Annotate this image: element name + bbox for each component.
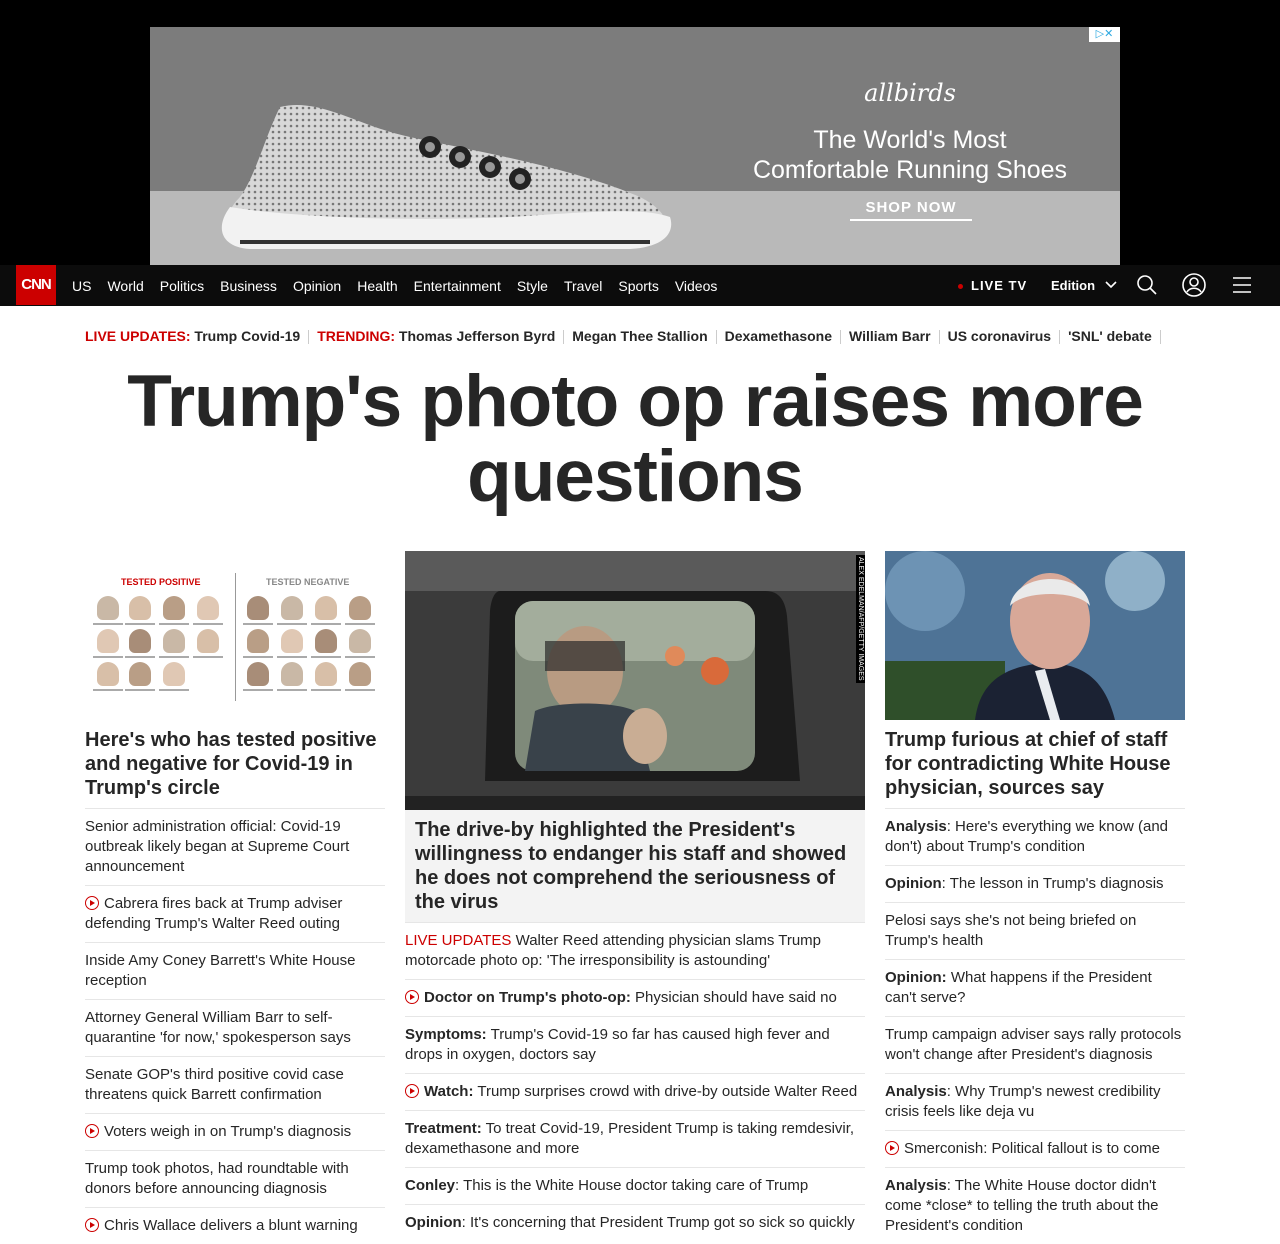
- story-title[interactable]: The drive-by highlighted the President's willingness to endanger his staff and showed he does not comprehend the seriousness of the virus: [405, 810, 865, 922]
- face-thumbnail: [97, 629, 119, 653]
- list-item[interactable]: [885, 808, 1185, 865]
- list-item-prefix: Analysis: [885, 818, 947, 835]
- motorcade-photo[interactable]: [405, 551, 865, 810]
- chevron-down-icon: [1105, 281, 1117, 289]
- list-item[interactable]: [85, 1113, 385, 1150]
- list-item-prefix: Analysis: [885, 1083, 947, 1100]
- left-column: [85, 551, 385, 1244]
- trending-bar: [85, 328, 1205, 344]
- list-item-text: Senate GOP's third positive covid case threatens quick Barrett confirmation: [85, 1066, 344, 1103]
- list-item[interactable]: [85, 808, 385, 885]
- image-divider: [235, 573, 236, 701]
- chief-of-staff-photo[interactable]: [885, 551, 1185, 720]
- trending-item[interactable]: US coronavirus: [947, 328, 1052, 344]
- face-thumbnail: [247, 662, 269, 686]
- separator: [840, 330, 841, 344]
- tested-negative-label: TESTED NEGATIVE: [266, 577, 350, 587]
- separator: [1059, 330, 1060, 344]
- face-thumbnail: [97, 662, 119, 686]
- list-item-text: Senior administration official: Covid-19 outbreak likely began at Supreme Court announcement: [85, 818, 350, 875]
- play-icon: [85, 1218, 99, 1232]
- separator: [563, 330, 564, 344]
- list-item[interactable]: [85, 942, 385, 999]
- list-item[interactable]: [885, 902, 1185, 959]
- list-item[interactable]: [85, 885, 385, 942]
- top-nav: [0, 265, 1280, 306]
- face-caption-line: [243, 623, 273, 625]
- face-thumbnail: [129, 629, 151, 653]
- trending-item[interactable]: 'SNL' debate: [1068, 328, 1152, 344]
- face-thumbnail: [315, 629, 337, 653]
- nav-links: [72, 265, 733, 306]
- list-item-prefix: Watch:: [424, 1083, 474, 1100]
- face-thumbnail: [349, 629, 371, 653]
- list-item[interactable]: [405, 1016, 865, 1073]
- nav-link-travel[interactable]: Travel: [563, 277, 603, 294]
- allbirds-ad[interactable]: [150, 27, 1120, 265]
- face-thumbnail: [97, 596, 119, 620]
- list-item[interactable]: [405, 1204, 865, 1241]
- story-title[interactable]: Trump furious at chief of staff for contradicting White House physician, sources say: [885, 729, 1171, 799]
- list-item[interactable]: [85, 1056, 385, 1113]
- cnn-logo[interactable]: CNN: [16, 265, 56, 305]
- trending-live-item[interactable]: Trump Covid-19: [194, 328, 301, 344]
- trending-item[interactable]: William Barr: [849, 328, 931, 344]
- face-thumbnail: [349, 596, 371, 620]
- list-item-text: To treat Covid-19, President Trump is taking remdesivir, dexamethasone and more: [405, 1120, 855, 1157]
- list-item-text: Trump took photos, had roundtable with donors before announcing diagnosis: [85, 1160, 349, 1197]
- face-caption-line: [277, 689, 307, 691]
- live-dot-icon: [958, 284, 963, 289]
- list-item-text: Inside Amy Coney Barrett's White House reception: [85, 952, 356, 989]
- face-thumbnail: [129, 662, 151, 686]
- list-item-prefix: Doctor on Trump's photo-op:: [424, 989, 631, 1006]
- face-thumbnail: [281, 596, 303, 620]
- nav-link-style[interactable]: Style: [516, 277, 548, 294]
- face-caption-line: [159, 623, 189, 625]
- story-list: [885, 808, 1185, 1244]
- list-item-prefix: Opinion: [405, 1214, 462, 1231]
- list-item[interactable]: [405, 922, 865, 979]
- face-caption-line: [125, 623, 155, 625]
- nav-link-business[interactable]: Business: [220, 277, 277, 294]
- face-caption-line: [345, 689, 375, 691]
- nav-link-opinion[interactable]: Opinion: [292, 277, 342, 294]
- list-item-text: Chris Wallace delivers a blunt warning: [104, 1217, 358, 1234]
- story-list: [85, 808, 385, 1244]
- tested-positive-label: TESTED POSITIVE: [121, 577, 201, 587]
- list-item-text: : It's concerning that President Trump got so sick so quickly: [461, 1214, 855, 1231]
- edition-label: Edition: [1051, 278, 1096, 293]
- list-item-text: Pelosi says she's not being briefed on Trump's health: [885, 912, 1137, 949]
- list-item-text: Trump's Covid-19 so far has caused high fever and drops in oxygen, doctors say: [405, 1026, 830, 1063]
- face-caption-line: [193, 623, 223, 625]
- face-caption-line: [311, 656, 341, 658]
- face-caption-line: [93, 623, 123, 625]
- live-tv-button[interactable]: [958, 278, 1027, 293]
- separator: [1160, 330, 1161, 344]
- face-thumbnail: [281, 629, 303, 653]
- face-caption-line: [125, 689, 155, 691]
- play-icon: [405, 990, 419, 1004]
- trending-item[interactable]: Megan Thee Stallion: [572, 328, 708, 344]
- middle-column: [405, 551, 865, 1241]
- face-caption-line: [93, 689, 123, 691]
- face-thumbnail: [315, 662, 337, 686]
- right-column: [885, 551, 1185, 1244]
- separator: [716, 330, 717, 344]
- face-caption-line: [243, 656, 273, 658]
- list-item[interactable]: [405, 1073, 865, 1110]
- list-item[interactable]: [85, 1207, 385, 1244]
- list-item[interactable]: [405, 1110, 865, 1167]
- play-icon: [85, 1124, 99, 1138]
- face-caption-line: [311, 689, 341, 691]
- face-caption-line: [193, 656, 223, 658]
- list-item[interactable]: [885, 1016, 1185, 1073]
- list-item[interactable]: [85, 999, 385, 1056]
- separator: [308, 330, 309, 344]
- search-icon[interactable]: [1135, 273, 1159, 297]
- list-item-text: Attorney General William Barr to self-quarantine 'for now,' spokesperson says: [85, 1009, 351, 1046]
- face-thumbnail: [315, 596, 337, 620]
- trending-item[interactable]: Thomas Jefferson Byrd: [398, 328, 556, 344]
- list-item-text: : Here's everything we know (and don't) about Trump's condition: [885, 818, 1169, 855]
- list-item-text: Physician should have said no: [630, 989, 837, 1006]
- nav-link-us[interactable]: US: [72, 277, 92, 294]
- list-item-prefix: Treatment:: [405, 1120, 482, 1137]
- nav-link-world[interactable]: World: [107, 277, 144, 294]
- trending-item[interactable]: Dexamethasone: [724, 328, 833, 344]
- ad-headline: [740, 125, 1080, 185]
- list-item[interactable]: [405, 1167, 865, 1204]
- ad-choices-icon[interactable]: ▷✕: [1089, 27, 1120, 42]
- list-item[interactable]: [885, 1130, 1185, 1167]
- list-item-text: : The White House doctor didn't come *close* to telling the truth about the President's condition: [885, 1177, 1159, 1234]
- photo-credit: ALEX EDELMAN/AFP/GETTY IMAGES: [857, 557, 864, 681]
- menu-icon[interactable]: [1230, 273, 1254, 297]
- list-item-text: Cabrera fires back at Trump adviser defending Trump's Walter Reed outing: [85, 895, 343, 932]
- nav-link-politics[interactable]: Politics: [159, 277, 205, 294]
- trending-label: TRENDING:: [317, 328, 395, 344]
- play-icon: [85, 896, 99, 910]
- face-caption-line: [277, 623, 307, 625]
- list-item-text: Walter Reed attending physician slams Trump motorcade photo op: 'The irresponsibility is astounding': [405, 932, 822, 969]
- separator: [939, 330, 940, 344]
- ad-banner-area: [0, 0, 1280, 265]
- list-item-text: What happens if the President can't serve?: [885, 969, 1152, 1006]
- face-caption-line: [277, 656, 307, 658]
- user-icon[interactable]: [1182, 273, 1206, 297]
- list-item-prefix: Opinion: [885, 875, 942, 892]
- face-thumbnail: [163, 629, 185, 653]
- nav-link-health[interactable]: Health: [357, 277, 398, 294]
- face-caption-line: [311, 623, 341, 625]
- face-caption-line: [93, 656, 123, 658]
- list-item-text: : Why Trump's newest credibility crisis feels like deja vu: [885, 1083, 1161, 1120]
- face-caption-line: [345, 656, 375, 658]
- shoe-image: [210, 57, 680, 257]
- face-caption-line: [159, 689, 189, 691]
- face-thumbnail: [163, 662, 185, 686]
- list-item-text: Trump campaign adviser says rally protocols won't change after President's diagnosis: [885, 1026, 1182, 1063]
- face-thumbnail: [247, 596, 269, 620]
- nav-link-entertainment[interactable]: Entertainment: [413, 277, 501, 294]
- list-item-text: : This is the White House doctor taking care of Trump: [455, 1177, 809, 1194]
- face-thumbnail: [163, 596, 185, 620]
- list-item-prefix: Conley: [405, 1177, 456, 1194]
- list-item-text: : The lesson in Trump's diagnosis: [941, 875, 1164, 892]
- ad-headline-line2: Comfortable Running Shoes: [752, 156, 1068, 184]
- tested-grid-image[interactable]: [85, 551, 385, 720]
- face-caption-line: [159, 656, 189, 658]
- nav-link-videos[interactable]: Videos: [674, 277, 718, 294]
- live-updates-label: LIVE UPDATES:: [85, 328, 191, 344]
- list-item-prefix: Opinion:: [885, 969, 947, 986]
- list-item[interactable]: [85, 1150, 385, 1207]
- list-item-text: Trump surprises crowd with drive-by outside Walter Reed: [473, 1083, 858, 1100]
- list-item[interactable]: [885, 865, 1185, 902]
- main-headline[interactable]: Trump's photo op raises more questions: [127, 361, 1143, 517]
- story-list: [405, 922, 865, 1241]
- list-item-prefix: Analysis: [885, 1177, 947, 1194]
- list-item-text: Voters weigh in on Trump's diagnosis: [104, 1123, 352, 1140]
- face-thumbnail: [247, 629, 269, 653]
- edition-dropdown[interactable]: [1051, 278, 1117, 293]
- play-icon: [885, 1141, 899, 1155]
- car-window-photo: [405, 551, 865, 810]
- face-caption-line: [125, 656, 155, 658]
- shop-now-button[interactable]: SHOP NOW: [850, 199, 972, 221]
- face-caption-line: [243, 689, 273, 691]
- list-item[interactable]: [885, 1073, 1185, 1130]
- live-tv-label: LIVE TV: [971, 278, 1028, 293]
- face-thumbnail: [281, 662, 303, 686]
- ad-headline-line1: The World's Most: [813, 126, 1007, 154]
- list-item-text: Smerconish: Political fallout is to come: [904, 1140, 1160, 1157]
- story-title[interactable]: Here's who has tested positive and negative for Covid-19 in Trump's circle: [85, 729, 377, 799]
- face-thumbnail: [349, 662, 371, 686]
- face-thumbnail: [197, 629, 219, 653]
- nav-link-sports[interactable]: Sports: [618, 277, 659, 294]
- play-icon: [405, 1084, 419, 1098]
- list-item[interactable]: [885, 959, 1185, 1016]
- live-updates-label: LIVE UPDATES: [405, 932, 512, 949]
- list-item[interactable]: [885, 1167, 1185, 1244]
- face-caption-line: [345, 623, 375, 625]
- list-item[interactable]: [405, 979, 865, 1016]
- portrait-photo: [885, 551, 1185, 720]
- ad-brand-logo: allbirds: [864, 79, 956, 107]
- face-thumbnail: [129, 596, 151, 620]
- face-thumbnail: [197, 596, 219, 620]
- list-item-prefix: Symptoms:: [405, 1026, 487, 1043]
